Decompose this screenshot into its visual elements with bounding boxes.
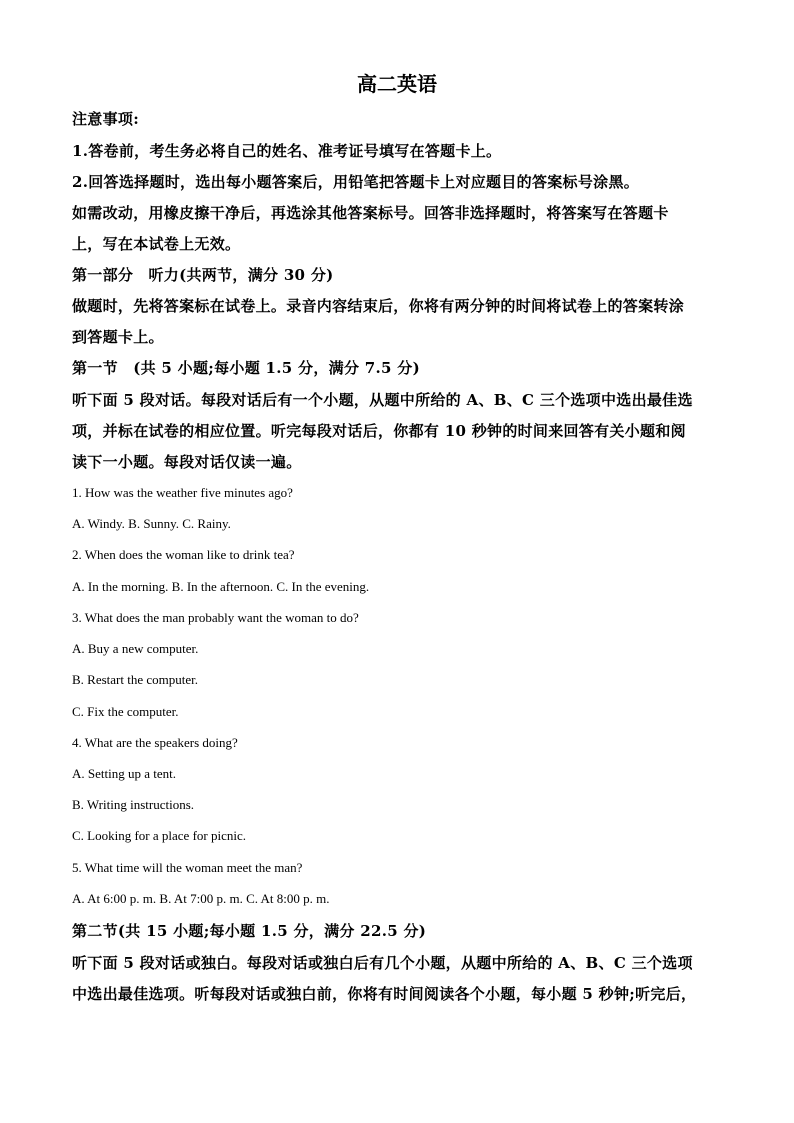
- question-2-options: A. In the morning. B. In the afternoon. C. In the evening.: [72, 579, 370, 594]
- question-5-options: A. At 6:00 p. m. B. At 7:00 p. m. C. At 8:00 p. m.: [72, 891, 330, 906]
- notes-item-2: 2.回答选择题时，选出每小题答案后，用铅笔把答题卡上对应题目的答案标号涂黑。: [72, 173, 640, 191]
- part1-heading: 第一部分 听力(共两节，满分 30 分): [72, 266, 334, 284]
- section2-heading: 第二节(共 15 小题;每小题 1.5 分，满分 22.5 分): [72, 922, 427, 940]
- section1-heading: 第一节 (共 5 小题;每小题 1.5 分，满分 7.5 分): [72, 359, 420, 377]
- notes-item-2-continued: 如需改动，用橡皮擦干净后，再选涂其他答案标号。回答非选择题时，将答案写在答题卡: [72, 204, 669, 222]
- question-1-options: A. Windy. B. Sunny. C. Rainy.: [72, 516, 231, 531]
- question-4: 4. What are the speakers doing?: [72, 735, 238, 750]
- question-4-option-a: A. Setting up a tent.: [72, 766, 176, 781]
- part1-instructions: 到答题卡上。: [72, 328, 164, 346]
- section1-instructions: 读下一小题。每段对话仅读一遍。: [72, 453, 302, 471]
- section1-instructions: 项，并标在试卷的相应位置。听完每段对话后，你都有 10 秒钟的时间来回答有关小题和阅: [72, 422, 686, 440]
- page-title: 高二英语: [357, 72, 437, 96]
- question-3-option-a: A. Buy a new computer.: [72, 641, 199, 656]
- question-1: 1. How was the weather five minutes ago?: [72, 485, 293, 500]
- question-3-option-c: C. Fix the computer.: [72, 704, 179, 719]
- question-4-option-b: B. Writing instructions.: [72, 797, 195, 812]
- question-3: 3. What does the man probably want the woman to do?: [72, 610, 359, 625]
- section1-instructions: 听下面 5 段对话。每段对话后有一个小题，从题中所给的 A、B、C 三个选项中选出最佳选: [72, 391, 693, 409]
- notes-item-1: 1.答卷前，考生务必将自己的姓名、准考证号填写在答题卡上。: [72, 142, 502, 160]
- section2-instructions: 中选出最佳选项。听每段对话或独白前，你将有时间阅读各个小题，每小题 5 秒钟;听完后，: [72, 985, 697, 1003]
- notes-item-2-continued: 上，写在本试卷上无效。: [72, 235, 241, 253]
- section2-instructions: 听下面 5 段对话或独白。每段对话或独白后有几个小题，从题中所给的 A、B、C 三个选项: [72, 954, 693, 972]
- part1-instructions: 做题时，先将答案标在试卷上。录音内容结束后，你将有两分钟的时间将试卷上的答案转涂: [72, 297, 685, 315]
- notes-heading: 注意事项:: [72, 110, 140, 128]
- question-5: 5. What time will the woman meet the man?: [72, 860, 303, 875]
- question-3-option-b: B. Restart the computer.: [72, 672, 199, 687]
- question-2: 2. When does the woman like to drink tea?: [72, 547, 295, 562]
- question-4-option-c: C. Looking for a place for picnic.: [72, 828, 246, 843]
